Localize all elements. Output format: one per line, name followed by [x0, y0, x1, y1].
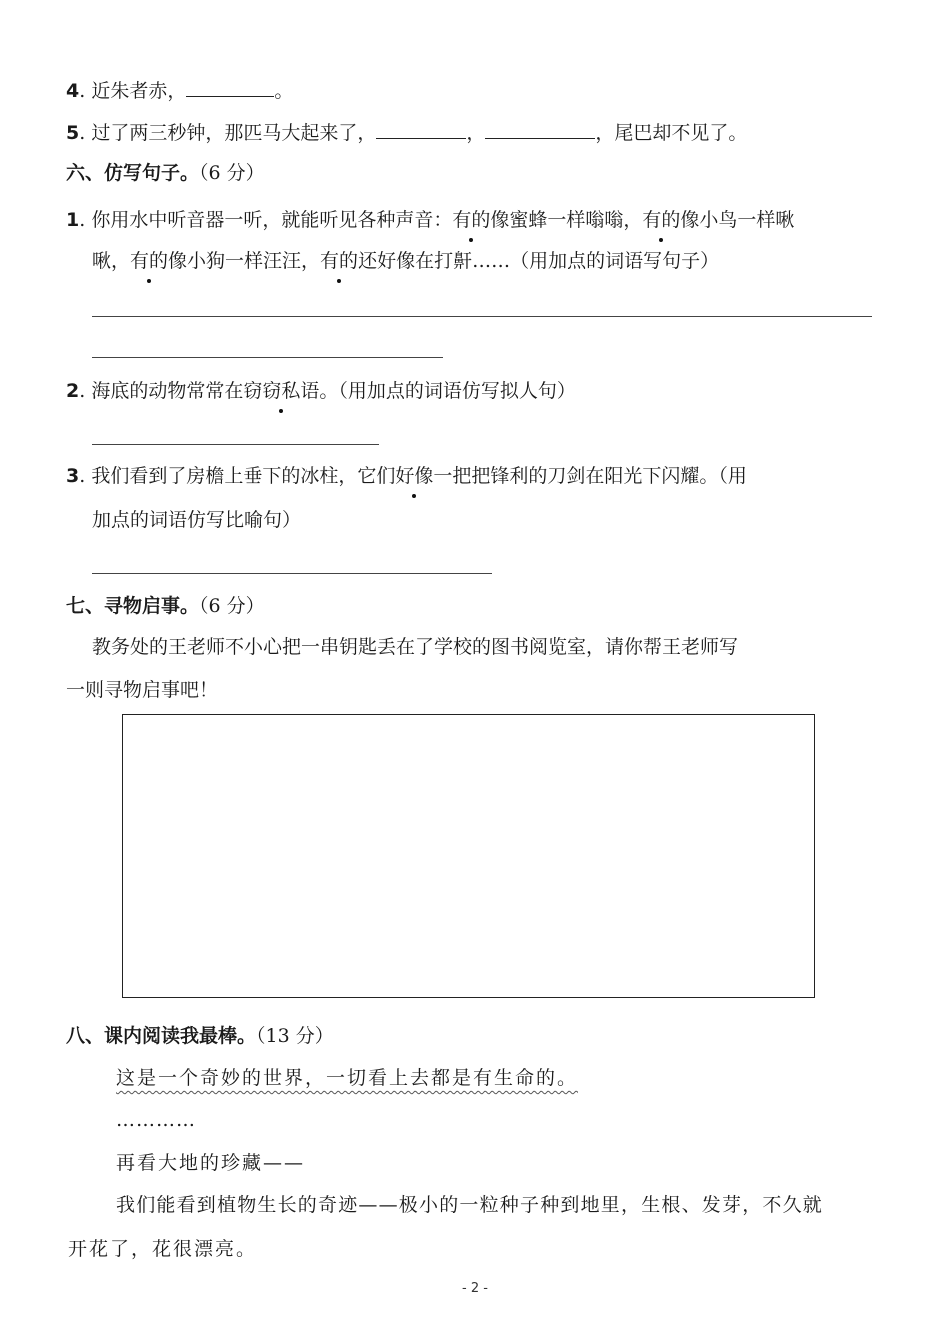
instruction-text: 教务处的王老师不小心把一串钥匙丢在了学校的图书阅览室，请你帮王老师写 [92, 636, 739, 658]
question-6-2 [66, 378, 576, 404]
question-text-end: ，尾巴却不见了。 [595, 122, 748, 144]
question-6-3-line1 [66, 463, 747, 489]
section-heading-8 [66, 1023, 334, 1049]
dotted-word: 有的 [452, 209, 491, 231]
answer-blank[interactable] [485, 118, 595, 139]
question-number: 3 [66, 465, 80, 487]
section-points: （6 分） [199, 162, 265, 184]
question-text: . 过了两三秒钟，那匹马大起来了， [79, 122, 377, 144]
answer-line[interactable] [92, 573, 492, 574]
separator: ， [466, 122, 486, 144]
passage-paragraph: 我们能看到植物生长的奇迹——极小的一粒种子种到地里，生根、发芽，不久就 [116, 1194, 824, 1216]
question-6-1-line2 [92, 248, 719, 274]
section-heading-7 [66, 593, 265, 619]
passage-paragraph: 再看大地的珍藏—— [116, 1152, 306, 1174]
passage-ellipsis: ………… [116, 1109, 196, 1131]
question-text: . 我们看到了房檐上垂下的冰柱，它们 [79, 465, 396, 487]
page-number: - 2 - [462, 1281, 488, 1296]
question-text: . 海底的动物常常在 [79, 380, 244, 402]
question-6-1-line1 [66, 207, 794, 233]
question-text-end: 。 [274, 80, 294, 102]
question-number: 4 [66, 80, 80, 102]
section-title: 八、课内阅读我最棒。 [66, 1025, 257, 1047]
question-number: 2 [66, 380, 80, 402]
instruction-text: 一则寻物启事吧！ [66, 679, 219, 701]
question-text: . 你用水中听音器一听，就能听见各种声音： [79, 209, 453, 231]
passage-paragraph: 开花了，花很漂亮。 [68, 1238, 258, 1260]
answer-line[interactable] [92, 316, 872, 317]
question-number: 5 [66, 122, 80, 144]
question-text: 像小狗一样汪汪， [168, 250, 321, 272]
answer-line[interactable] [92, 357, 443, 358]
answer-box[interactable] [122, 714, 815, 998]
wavy-underlined-text: 这是一个奇妙的世界，一切看上去都是有生命的。 [116, 1067, 579, 1089]
section-points: （13 分） [256, 1025, 334, 1047]
question-text: 一把把锋利的刀剑在阳光下闪耀。（用 [433, 465, 747, 487]
question-text: 像蜜蜂一样嗡嗡， [490, 209, 643, 231]
dotted-word: 窃窃私语 [243, 380, 320, 402]
question-5 [66, 118, 747, 146]
section-heading-6 [66, 160, 265, 186]
question-4 [66, 76, 293, 104]
dotted-word: 好像 [395, 465, 434, 487]
section-points: （6 分） [199, 595, 265, 617]
section-title: 七、寻物启事。 [66, 595, 200, 617]
question-6-3-line2: 加点的词语仿写比喻句） [92, 509, 302, 531]
question-text: 像小鸟一样啾 [680, 209, 795, 231]
question-text: 啾， [92, 250, 131, 272]
section-title: 六、仿写句子。 [66, 162, 200, 184]
answer-blank[interactable] [376, 118, 466, 139]
answer-blank[interactable] [186, 76, 274, 97]
question-text: 还好像在打鼾……（用加点的词语写句子） [358, 250, 720, 272]
question-number: 1 [66, 209, 80, 231]
dotted-word: 有的 [130, 250, 169, 272]
dotted-word: 有的 [642, 209, 681, 231]
question-text: 。（用加点的词语仿写拟人句） [319, 380, 576, 402]
question-text: . 近朱者赤， [79, 80, 187, 102]
passage-sentence [116, 1065, 578, 1091]
answer-line[interactable] [92, 444, 379, 445]
dotted-word: 有的 [320, 250, 359, 272]
